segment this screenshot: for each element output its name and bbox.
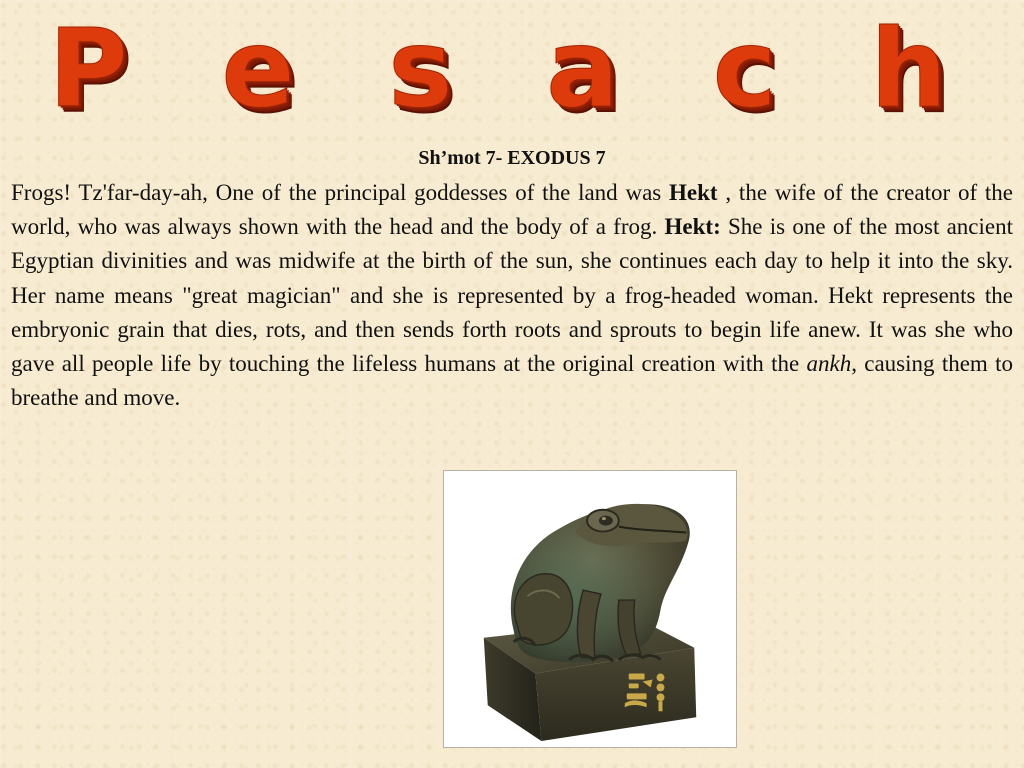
body-text-part-4: , causing them to breathe and move. <box>11 351 1013 411</box>
frog-eye-highlight <box>602 517 606 520</box>
hekt-bold-2: Hekt: <box>664 214 721 240</box>
ankh-italic: ankh <box>806 351 852 377</box>
frog-statue-illustration <box>444 471 736 747</box>
frog-hind-leg <box>514 574 572 645</box>
hekt-bold-1: Hekt <box>669 180 718 205</box>
frog-statue-image <box>443 470 737 748</box>
frog-eye <box>599 516 613 526</box>
slide-subtitle: Sh’mot 7- EXODUS 7 <box>418 147 606 169</box>
slide-title: P e s a c h <box>48 7 976 132</box>
body-paragraph <box>11 176 1013 415</box>
body-text-part-3: She is one of the most ancient Egyptian divinities and was midwife at the birth of the sun, she continues each day to help it into the sky. Her name means "great magician" and she is represented by a frog-headed woman. Hekt represents the embryonic grain that dies, rots, and then sends forth roots and sprouts to begin life anew. It was she who gave all people life by touching the lifeless humans at the original creation with the <box>11 214 1013 377</box>
body-text-part-1: Frogs! Tz'far-day-ah, One of the principal goddesses of the land was <box>11 180 670 205</box>
body-text-part-2: , the wife of the creator of the world, who was always shown with the head and the body of a frog. <box>11 180 1013 240</box>
